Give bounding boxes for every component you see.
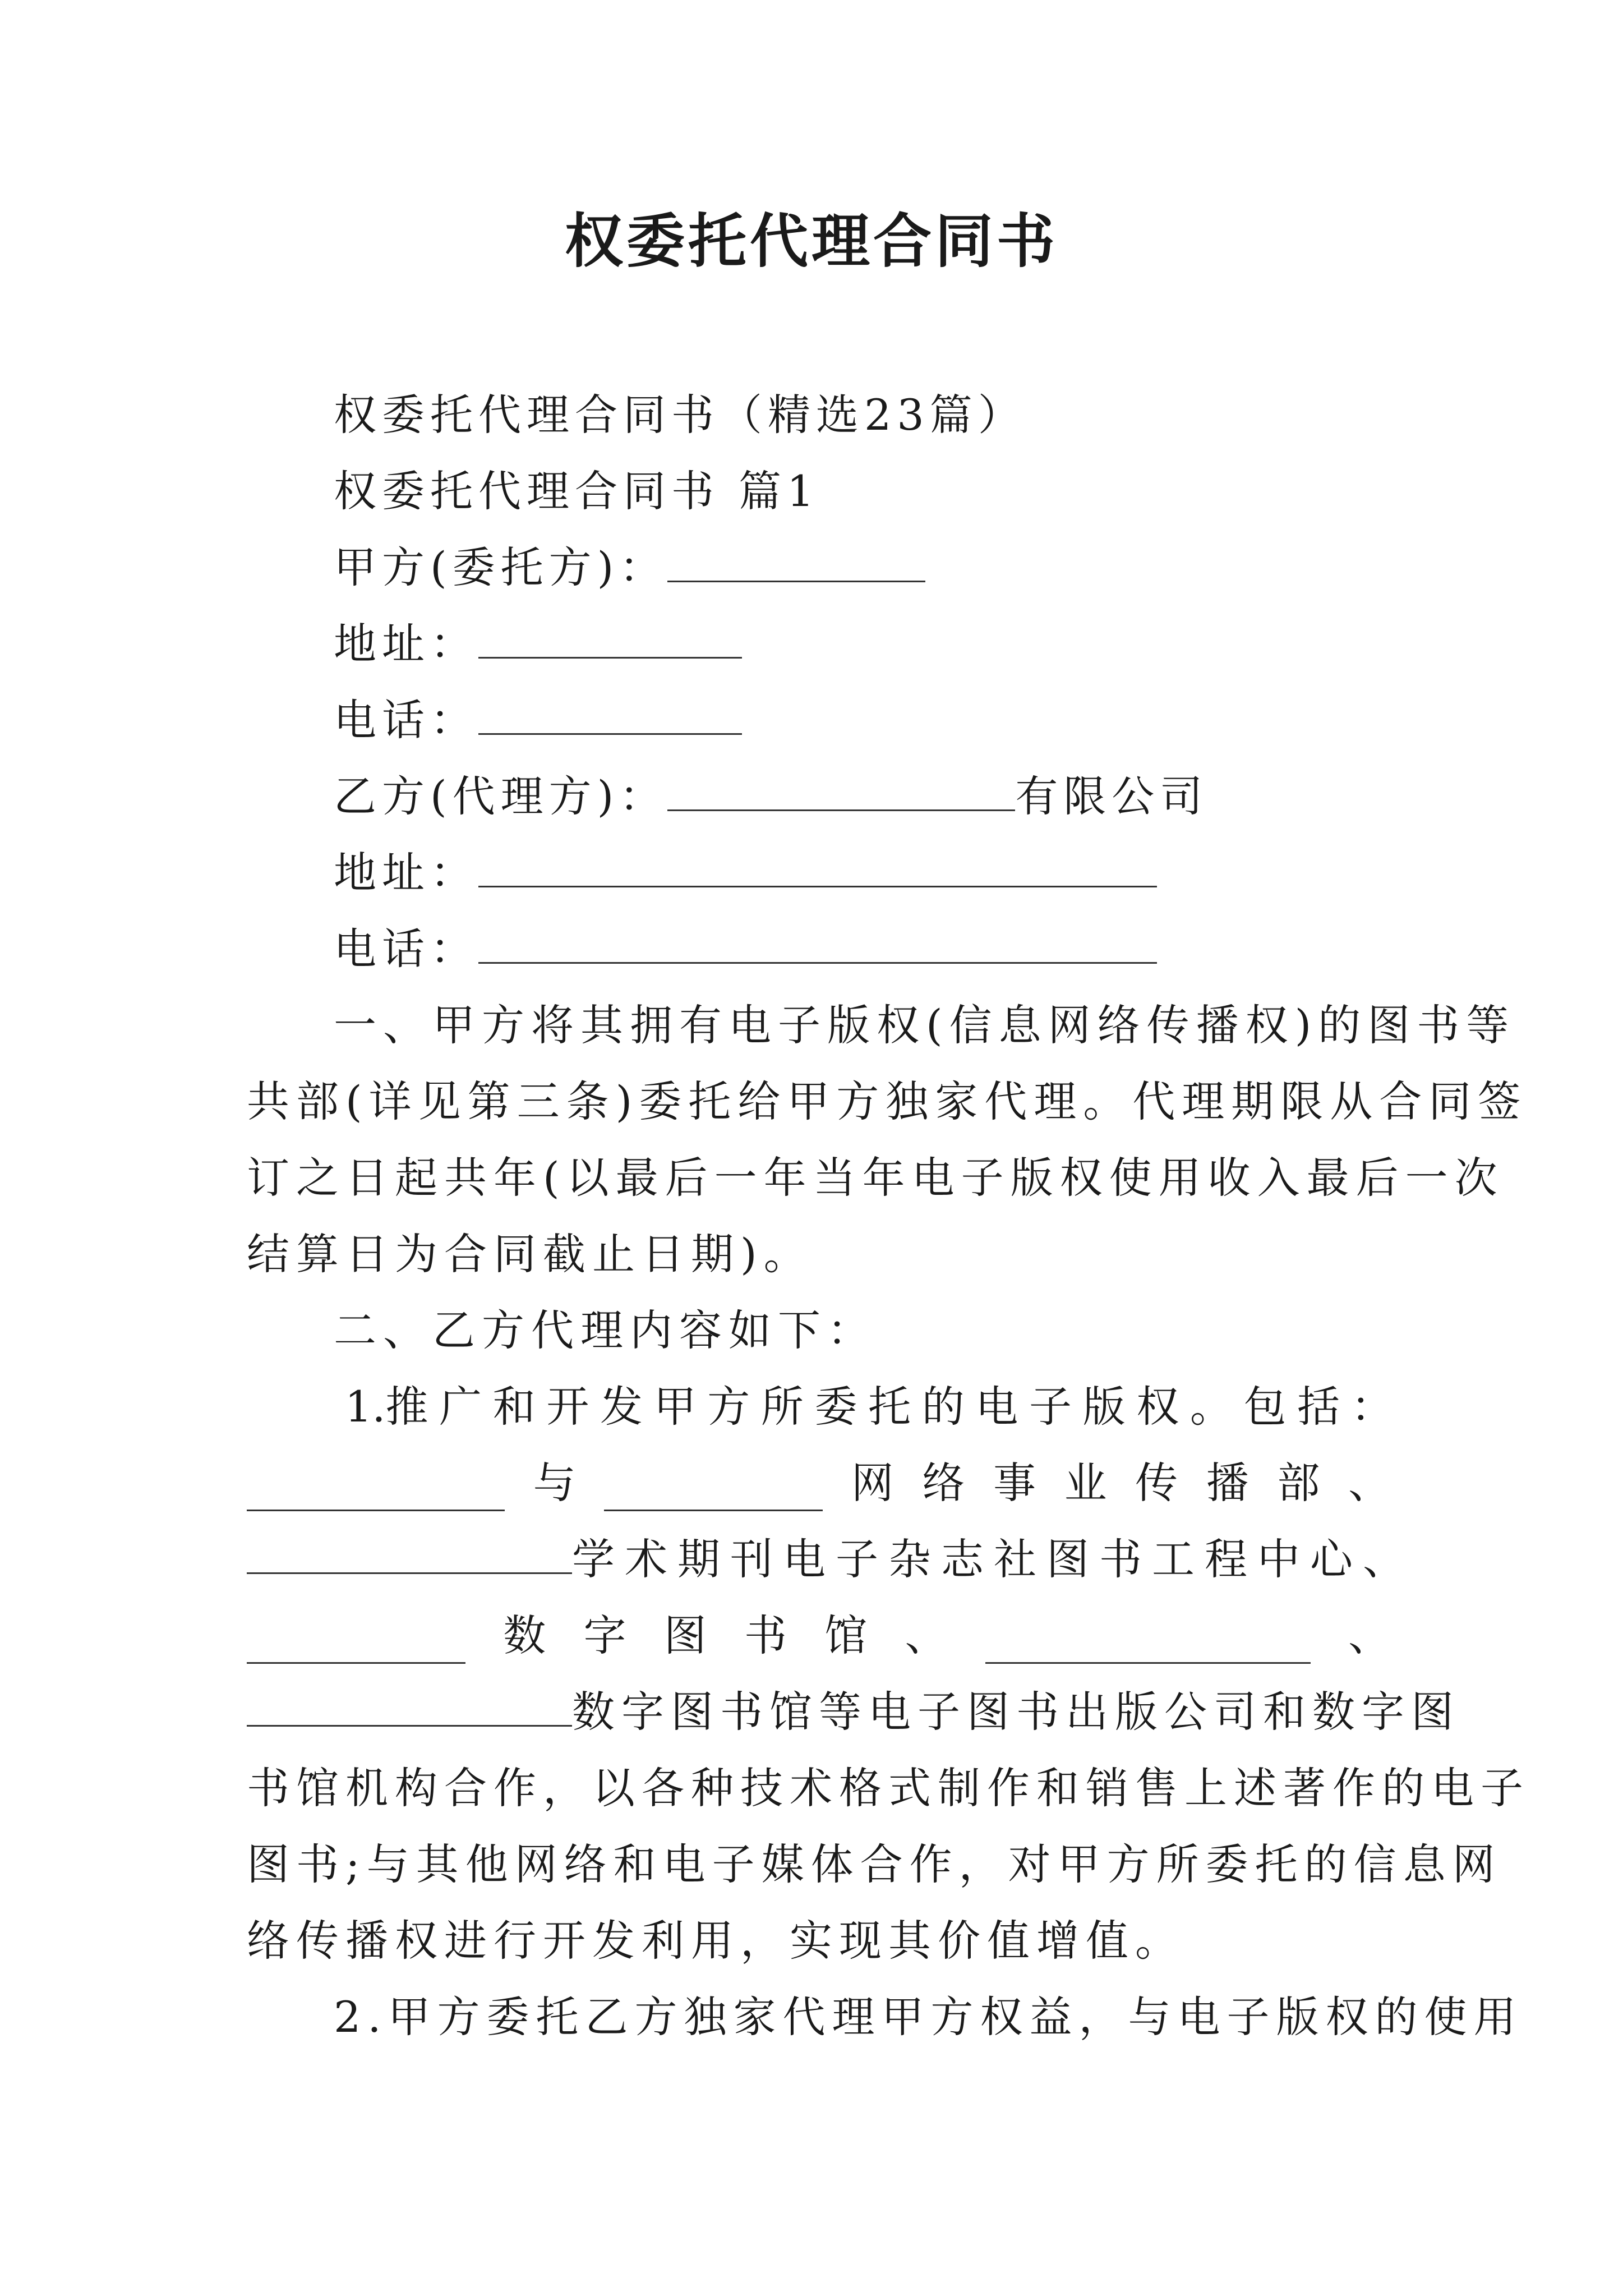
address-row-1 [334,616,742,672]
item1-blank [985,1623,1311,1664]
address-label-1: 地址： [334,619,478,669]
phone-row-2 [334,921,1157,977]
item1-word: 委 [814,1382,857,1432]
item1-word: 播 [1206,1458,1249,1508]
page-title: 权委托代理合同书 [564,206,1058,275]
phone-blank-2 [478,923,1157,964]
item1-word: 事 [993,1458,1036,1508]
clause1-line: 订之日起共年(以最后一年当年电子版权使用收入最后一次 [247,1153,1504,1203]
clause1-line: 共部(详见第三条)委托给甲方独家代理。代理期限从合同签 [247,1076,1528,1126]
item1-line-2 [247,1455,1391,1511]
item1-line-1 [345,1379,1394,1435]
item1-text: 学术期刊电子杂志社图书工程中心、 [572,1534,1415,1584]
section-heading: 权委托代理合同书 篇1 [334,466,820,516]
item1-word: 网 [851,1458,894,1508]
item1-blank [247,1623,465,1664]
party-b-blank [667,770,1015,811]
item1-word: 络 [922,1458,965,1508]
clause1-line: 结算日为合同截止日期)。 [247,1229,813,1279]
item1-word: 图 [663,1611,707,1660]
item1-rest-line: 图书;与其他网络和电子媒体合作，对甲方所委托的信息网 [247,1839,1502,1889]
item2-line-1: 2.甲方委托乙方独家代理甲方权益，与电子版权的使用 [334,1992,1523,2042]
party-a-row [334,540,925,596]
item1-word: 馆 [824,1611,868,1660]
item1-word: 、 [1348,1458,1391,1508]
item1-word: 字 [583,1611,626,1660]
item1-word: 版 [1082,1382,1126,1432]
party-b-suffix: 有限公司 [1015,771,1209,821]
item1-word: 方 [707,1382,750,1432]
item1-line-5 [247,1684,1460,1740]
item1-line-4 [247,1608,1391,1664]
item1-blank [247,1533,572,1574]
party-a-blank [667,541,925,582]
clause1-line: 一、甲方将其拥有电子版权(信息网络传播权)的图书等 [334,1000,1516,1050]
phone-label-1: 电话： [334,695,478,745]
item1-word: 子 [1029,1382,1072,1432]
item1-word: 数 [503,1611,546,1660]
address-blank-1 [478,618,742,659]
party-a-label: 甲方(委托方)： [334,542,668,592]
clause2-heading: 二、乙方代理内容如下： [334,1305,877,1355]
item1-word: 、 [905,1611,948,1660]
phone-row-1 [334,692,742,748]
item1-word: 所 [760,1382,804,1432]
item1-blank [604,1470,823,1511]
item1-word: 甲 [653,1382,697,1432]
item1-word: 托 [868,1382,911,1432]
item1-word: 业 [1064,1458,1107,1508]
party-b-row [334,769,1208,825]
item1-word: 权 [1136,1382,1179,1432]
item1-word: 部 [1277,1458,1320,1508]
phone-blank-1 [478,694,742,735]
item1-word: 传 [1135,1458,1178,1508]
item1-rest-line: 络传播权进行开发利用，实现其价值增值。 [247,1916,1184,1966]
item1-word: 发 [600,1382,643,1432]
address-blank-2 [478,846,1157,887]
party-b-label: 乙方(代理方)： [334,771,668,821]
item1-word: 括 [1297,1382,1340,1432]
item1-word: 书 [744,1611,787,1660]
address-row-2 [334,845,1157,901]
address-label-2: 地址： [334,848,478,898]
item1-word: 、 [1348,1611,1391,1660]
item1-blank [247,1470,505,1511]
item1-word: 广 [439,1382,482,1432]
item1-word: ： [1350,1382,1394,1432]
phone-label-2: 电话： [334,924,478,974]
item1-word: 电 [975,1382,1018,1432]
item1-word: 1.推 [345,1382,428,1432]
item1-word: 与 [533,1458,576,1508]
item1-text: 数字图书馆等电子图书出版公司和数字图 [572,1687,1460,1737]
item1-line-3 [247,1531,1415,1588]
item1-word: 开 [546,1382,589,1432]
item1-word: 。 [1189,1382,1233,1432]
item1-word: 和 [492,1382,536,1432]
item1-word: 的 [921,1382,965,1432]
item1-rest-line: 书馆机构合作，以各种技术格式制作和销售上述著作的电子 [247,1763,1530,1813]
item1-word: 包 [1243,1382,1287,1432]
subtitle: 权委托代理合同书（精选23篇） [334,390,1026,440]
item1-blank [247,1686,572,1727]
